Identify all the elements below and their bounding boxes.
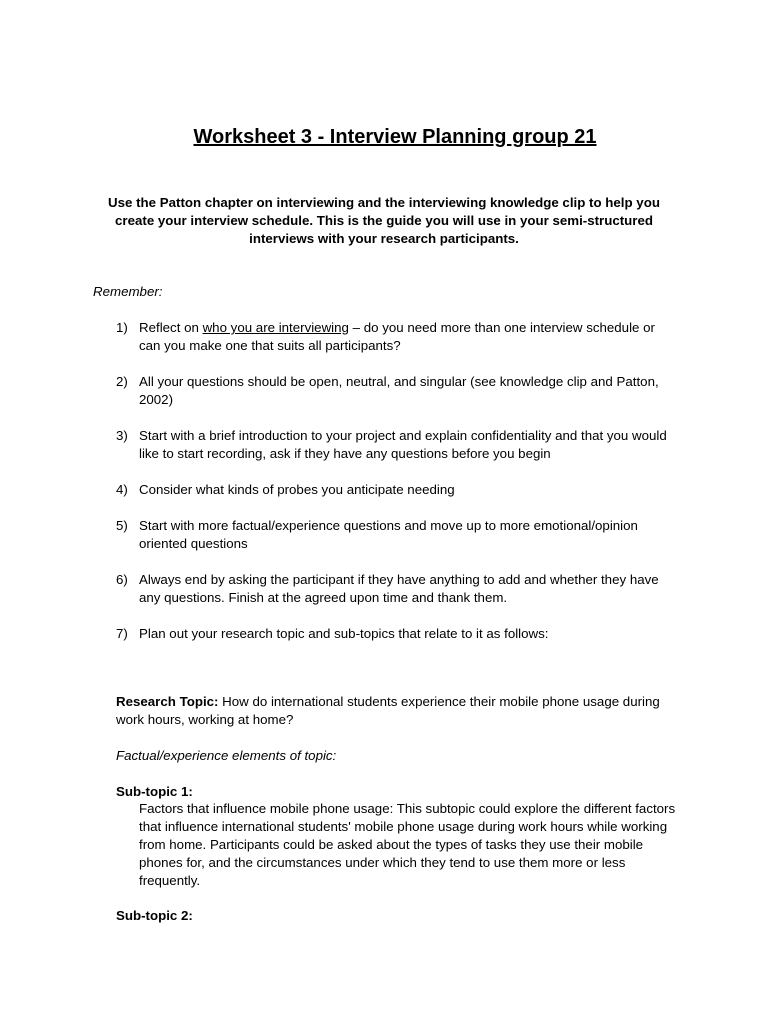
list-text: Start with a brief introduction to your project and explain confidentiality and that you would like to start recording, ask if they have any questions before you begin (139, 428, 667, 461)
research-topic-label: Research Topic: (116, 694, 219, 709)
subtopic-2-label: Sub-topic 2: (116, 908, 193, 923)
list-number: 7) (116, 626, 128, 641)
list-number: 6) (116, 572, 128, 587)
page-title: Worksheet 3 - Interview Planning group 21 (193, 126, 597, 148)
steps-list (116, 319, 676, 661)
list-item (116, 625, 676, 643)
list-text: All your questions should be open, neutral, and singular (see knowledge clip and Patton, 2002) (139, 374, 659, 407)
elements-heading: Factual/experience elements of topic: (116, 748, 337, 763)
list-item (116, 571, 676, 607)
list-text: Plan out your research topic and sub-topics that relate to it as follows: (139, 626, 549, 641)
remember-label: Remember: (93, 284, 163, 299)
list-number: 3) (116, 428, 128, 443)
research-topic-text: How do international students experience their mobile phone usage during work hours, working at home? (116, 694, 660, 727)
subtopic-1-label: Sub-topic 1: (116, 784, 193, 799)
intro-paragraph: Use the Patton chapter on interviewing and the interviewing knowledge clip to help you create your interview schedule. This is the guide you will use in your semi-structured interviews with your research participants. (108, 195, 660, 246)
list-number: 4) (116, 482, 128, 497)
list-item (116, 481, 676, 499)
list-item (116, 319, 676, 355)
list-text-prefix: Reflect on (139, 320, 203, 335)
list-text-underlined: who you are interviewing (202, 320, 349, 335)
list-number: 2) (116, 374, 128, 389)
list-number: 5) (116, 518, 128, 533)
research-topic (116, 693, 676, 729)
list-item (116, 517, 676, 553)
list-item (116, 427, 676, 463)
list-text: Consider what kinds of probes you anticipate needing (139, 482, 455, 497)
list-text: Start with more factual/experience questions and move up to more emotional/opinion oriented questions (139, 518, 638, 551)
subtopic-1-text: Factors that influence mobile phone usage: This subtopic could explore the different factors that influence international students' mobile phone usage during work hours while working from home. Participants could be asked about the types of tasks they use their mobile phones for, and the circumstances under which they tend to use them more or less frequently. (139, 801, 676, 888)
list-text: Always end by asking the participant if they have anything to add and whether they have any questions. Finish at the agreed upon time and thank them. (139, 572, 659, 605)
list-number: 1) (116, 320, 128, 335)
list-text-suffix: – do you need more than one interview schedule or can you make one that suits all participants? (139, 320, 655, 353)
list-item (116, 373, 676, 409)
